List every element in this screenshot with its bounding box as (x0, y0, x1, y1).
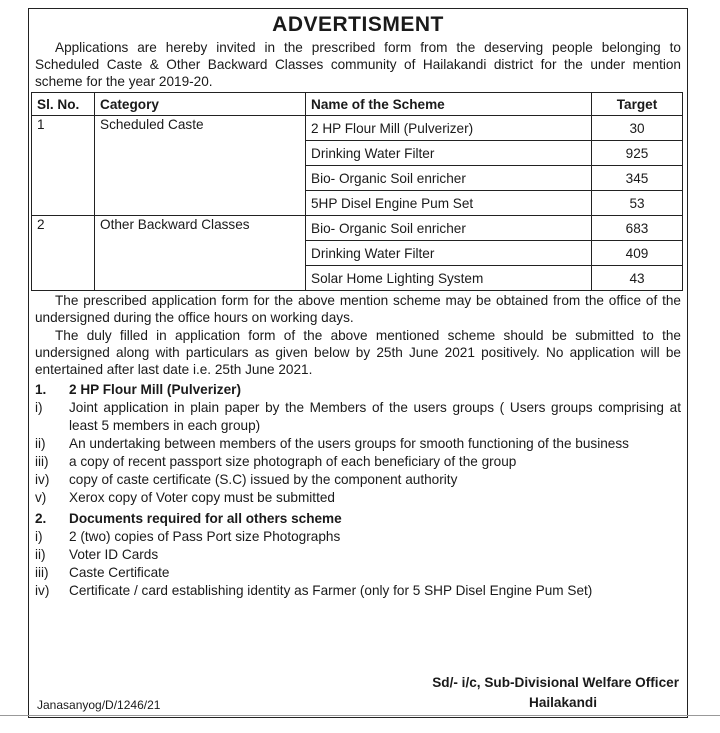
target-cell: 53 (592, 191, 683, 216)
list-item (35, 471, 681, 489)
header-category: Category (95, 93, 306, 116)
header-sl-no: Sl. No. (32, 93, 95, 116)
reference-number: Janasanyog/D/1246/21 (37, 698, 161, 712)
item-text: Joint application in plain paper by the Members of the users groups ( Users groups comprising at least 5 members in each group) (69, 400, 681, 433)
item-number: v) (35, 490, 47, 505)
section-title: 2 HP Flour Mill (Pulverizer) (69, 382, 241, 397)
advertisement-box (28, 8, 688, 718)
item-number: iii) (35, 565, 49, 580)
list-item (35, 564, 681, 582)
signature-line: Sd/- i/c, Sub-Divisional Welfare Officer (432, 675, 679, 690)
item-text: Xerox copy of Voter copy must be submitted (69, 490, 335, 505)
item-number: ii) (35, 436, 46, 451)
sl-no-cell: 1 (32, 116, 95, 216)
list-item (35, 489, 681, 507)
item-number: i) (35, 400, 43, 415)
section-heading (35, 380, 681, 399)
header-target: Target (592, 93, 683, 116)
list-item (35, 435, 681, 453)
intro-paragraph: Applications are hereby invited in the prescribed form from the deserving people belonging to Scheduled Caste & Other Backward Classes community of Hailakandi district for the under mention scheme for the year 2019-20. (35, 40, 681, 89)
list-item (35, 582, 681, 600)
page-title: ADVERTISMENT (272, 13, 444, 36)
item-text: An undertaking between members of the users groups for smooth functioning of the business (69, 436, 629, 451)
item-text: 2 (two) copies of Pass Port size Photographs (69, 529, 341, 544)
section-number: 1. (35, 382, 47, 397)
table-header-row (32, 93, 683, 116)
section-number: 2. (35, 511, 47, 526)
scheme-table (31, 92, 683, 291)
item-text: Caste Certificate (69, 565, 170, 580)
scheme-cell: Drinking Water Filter (306, 241, 592, 266)
scheme-cell: Bio- Organic Soil enricher (306, 166, 592, 191)
item-text: Certificate / card establishing identity as Farmer (only for 5 SHP Disel Engine Pum Set) (69, 583, 593, 598)
item-number: iv) (35, 472, 50, 487)
section-title: Documents required for all others scheme (69, 511, 342, 526)
header-scheme: Name of the Scheme (306, 93, 592, 116)
target-cell: 43 (592, 266, 683, 291)
table-row (32, 116, 683, 141)
scheme-cell: Bio- Organic Soil enricher (306, 216, 592, 241)
section-heading (35, 509, 681, 528)
category-cell: Scheduled Caste (95, 116, 306, 216)
target-cell: 925 (592, 141, 683, 166)
list-item (35, 399, 681, 435)
scheme-cell: Solar Home Lighting System (306, 266, 592, 291)
item-text: copy of caste certificate (S.C) issued by the component authority (69, 472, 458, 487)
submission-paragraph: The duly filled in application form of the above mentioned scheme should be submitted to the undersigned along with particulars as given below by 25th June 2021 positively. No application will be entertained after last date i.e. 25th June 2021. (35, 328, 681, 377)
sl-no-cell: 2 (32, 216, 95, 291)
scheme-cell: Drinking Water Filter (306, 141, 592, 166)
list-item (35, 528, 681, 546)
form-availability-paragraph: The prescribed application form for the above mention scheme may be obtained from the office of the undersigned during the office hours on working days. (35, 293, 681, 325)
target-cell: 409 (592, 241, 683, 266)
target-cell: 30 (592, 116, 683, 141)
scheme-cell: 5HP Disel Engine Pum Set (306, 191, 592, 216)
scheme-cell: 2 HP Flour Mill (Pulverizer) (306, 116, 592, 141)
item-text: Voter ID Cards (69, 547, 159, 562)
target-cell: 345 (592, 166, 683, 191)
item-number: iv) (35, 583, 50, 598)
page-bottom-divider (0, 715, 720, 716)
office-place: Hailakandi (529, 695, 597, 710)
item-number: iii) (35, 454, 49, 469)
list-item (35, 453, 681, 471)
target-cell: 683 (592, 216, 683, 241)
item-number: i) (35, 529, 43, 544)
category-cell: Other Backward Classes (95, 216, 306, 291)
list-item (35, 546, 681, 564)
item-number: ii) (35, 547, 46, 562)
item-text: a copy of recent passport size photograph of each beneficiary of the group (69, 454, 517, 469)
table-row (32, 216, 683, 241)
